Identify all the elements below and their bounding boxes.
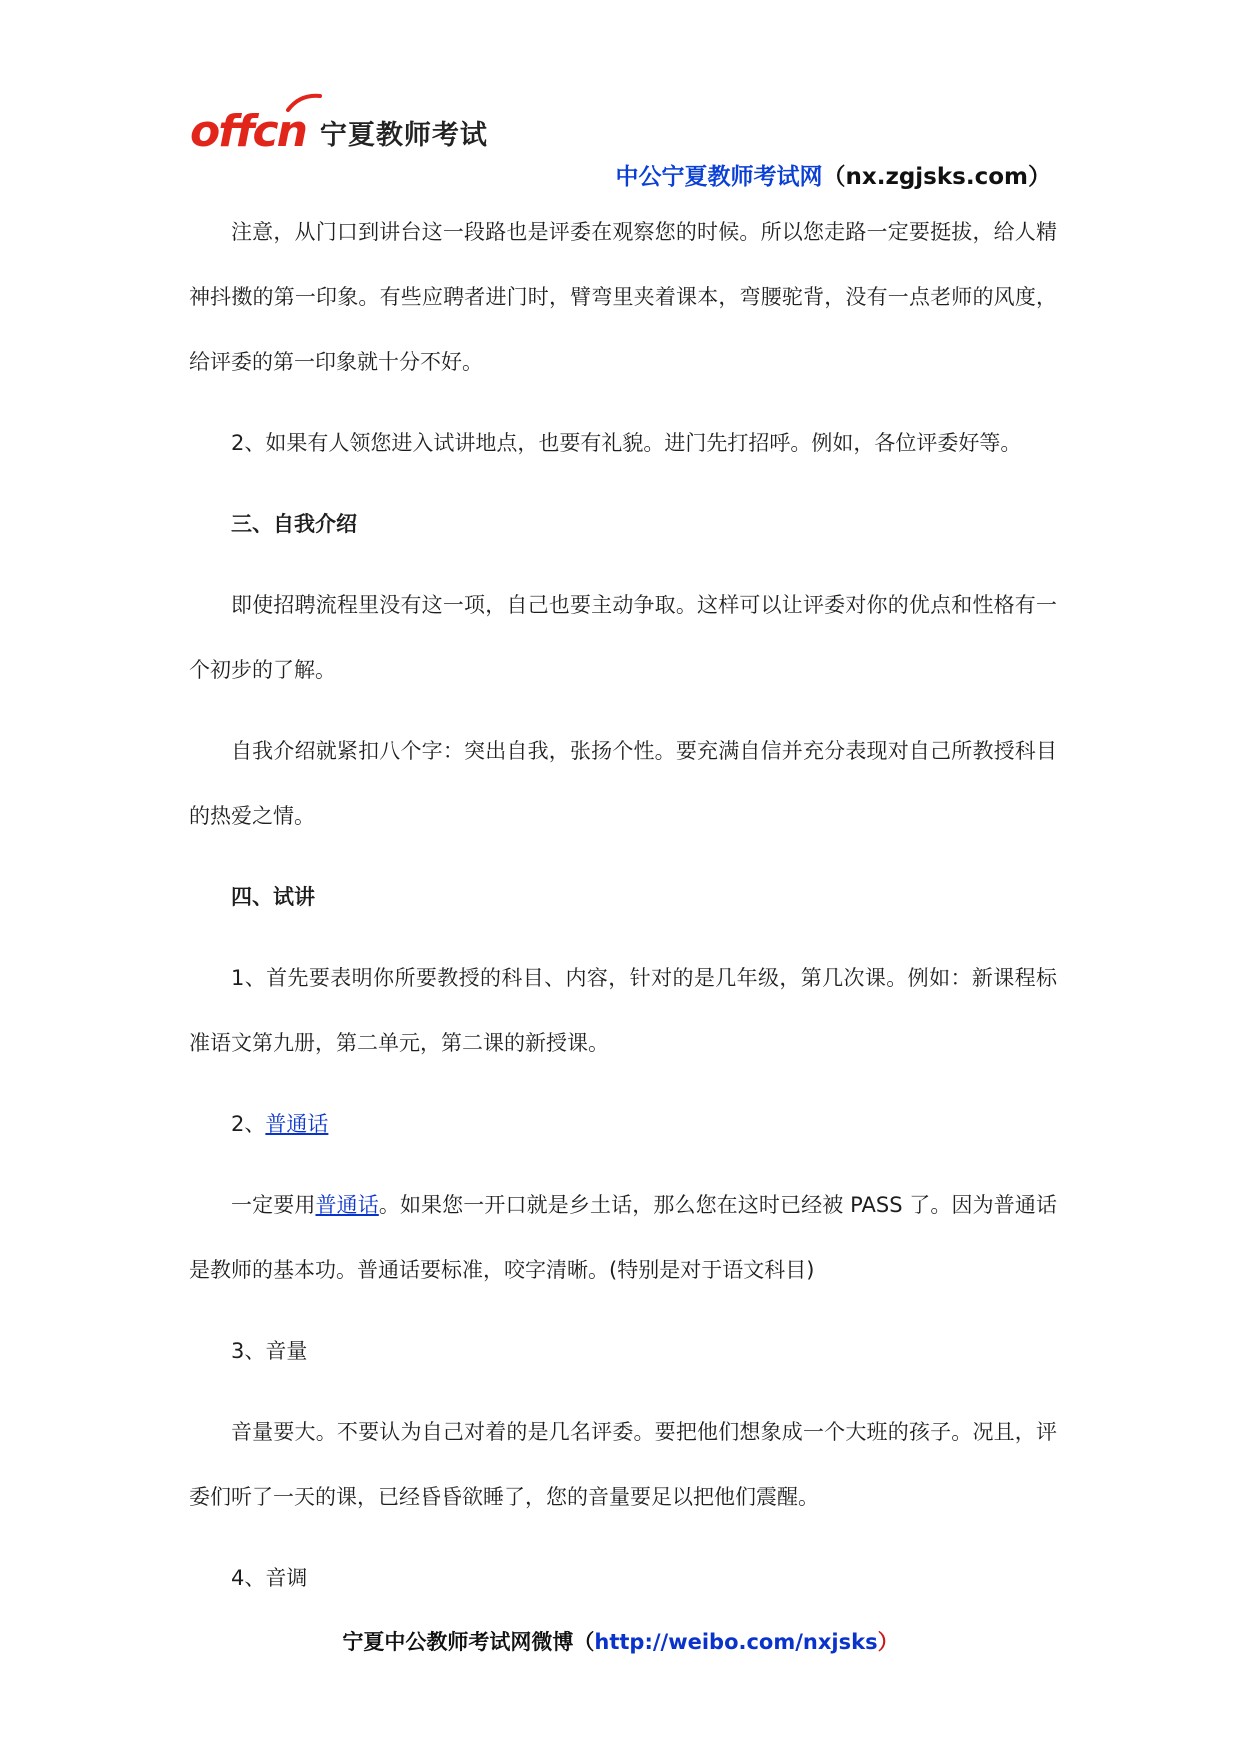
paragraph: 1、首先要表明你所要教授的科目、内容，针对的是几年级，第几次课。例如：新课程标准语文第九册，第二单元，第二课的新授课。 <box>189 966 1057 1055</box>
site-name: 中公宁夏教师考试网 <box>615 164 823 190</box>
paragraph: 即使招聘流程里没有这一项，自己也要主动争取。这样可以让评委对你的优点和性格有一个初步的了解。 <box>189 593 1057 682</box>
item-prefix: 2、 <box>231 1112 266 1136</box>
footer-paren-open: （ <box>573 1630 595 1654</box>
putonghua-link[interactable]: 普通话 <box>265 1112 329 1136</box>
paragraph: 4、音调 <box>231 1566 308 1590</box>
section-heading: 三、自我介绍 <box>231 512 357 536</box>
site-paren-open: （ <box>822 164 846 190</box>
site-link[interactable] <box>616 158 1052 191</box>
text-suffix: 。如果您一开口就是乡土话，那么您在这时已经被 PASS 了。因为普通话是教师的基本功。普通话要标准，咬字清晰。(特别是对于语文科目) <box>189 1193 1058 1282</box>
paragraph: 2、如果有人领您进入试讲地点，也要有礼貌。进门先打招呼。例如，各位评委好等。 <box>231 431 1022 455</box>
paragraph: 3、音量 <box>231 1339 308 1363</box>
weibo-link[interactable]: http://weibo.com/nxjsks <box>594 1630 878 1654</box>
paragraph: 音量要大。不要认为自己对着的是几名评委。要把他们想象成一个大班的孩子。况且，评委们听了一天的课，已经昏昏欲睡了，您的音量要足以把他们震醒。 <box>189 1420 1057 1509</box>
site-url: nx.zgjsks.com <box>845 164 1028 190</box>
paragraph <box>189 1173 1057 1303</box>
site-paren-close: ） <box>1028 164 1051 190</box>
offcn-logo <box>190 106 488 158</box>
footer-name: 宁夏中公教师考试网微博 <box>342 1630 574 1654</box>
logo-swoosh-icon <box>286 92 322 112</box>
logo-text: 宁夏教师考试 <box>319 119 488 151</box>
text-prefix: 一定要用 <box>231 1193 316 1217</box>
paragraph: 注意，从门口到讲台这一段路也是评委在观察您的时候。所以您走路一定要挺拔，给人精神抖擞的第一印象。有些应聘者进门时，臂弯里夹着课本，弯腰驼背，没有一点老师的风度，给评委的第一印象就十分不好。 <box>189 220 1057 374</box>
footer-weibo <box>0 1626 1241 1656</box>
article-body <box>189 200 1057 1611</box>
section-heading: 四、试讲 <box>231 885 315 909</box>
paragraph <box>189 1092 1057 1157</box>
footer-paren-close: ） <box>877 1630 899 1654</box>
putonghua-link[interactable]: 普通话 <box>315 1193 379 1217</box>
logo-mark: offcn <box>190 106 306 157</box>
paragraph: 自我介绍就紧扣八个字：突出自我，张扬个性。要充满自信并充分表现对自己所教授科目的热爱之情。 <box>189 739 1057 828</box>
